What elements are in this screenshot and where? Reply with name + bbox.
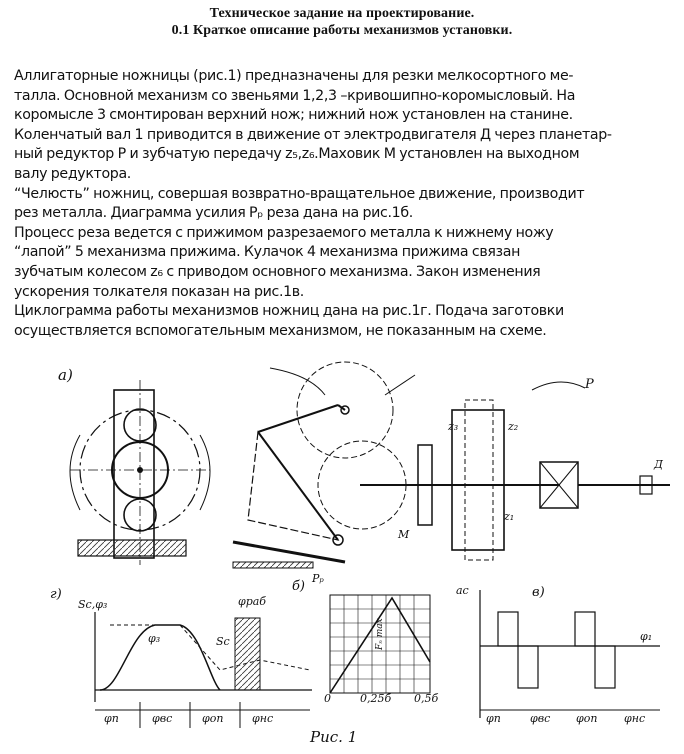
label-sc-axis: Sc,φ₃	[78, 598, 108, 611]
cyc-phase-2: φвс	[152, 712, 173, 725]
leader-line	[532, 382, 585, 390]
panel-b-force	[292, 572, 438, 705]
doc-title: Техническое задание на проектирование.	[209, 6, 475, 21]
section-subtitle: 0.1 Краткое описание работы механизмов установки.	[171, 23, 513, 38]
coupler-link	[258, 405, 338, 432]
direction-line	[385, 375, 415, 395]
label-ac: aс	[456, 584, 469, 597]
panel-g-label: г)	[50, 587, 62, 602]
text-line: осуществляется вспомогательным механизмом, не показанным на схеме.	[14, 322, 547, 339]
text-line: Циклограмма работы механизмов ножниц дана на рис.1г. Подача заготовки	[14, 303, 564, 320]
panel-b-label: б)	[292, 579, 306, 594]
label-z3: z₃	[448, 420, 459, 433]
tick-05: 0,5б	[414, 692, 439, 705]
acc-phase-1: φп	[486, 712, 501, 725]
label-phi3: φ₃	[148, 632, 161, 645]
cyc-phase-1: φп	[104, 712, 119, 725]
bed	[233, 562, 313, 568]
label-flywheel: М	[398, 528, 410, 541]
panel-a-label: а)	[58, 366, 73, 384]
label-sc: Sс	[216, 635, 230, 648]
figure-caption: Рис. 1	[310, 728, 358, 746]
swing-arc	[270, 368, 325, 395]
text-line: Процесс реза ведется с прижимом разрезаемого металла к нижнему ножу	[14, 224, 554, 241]
text-line: рез металла. Диаграмма усилия Pₚ реза дана на рис.1б.	[14, 205, 413, 222]
reducer-outline	[465, 400, 493, 560]
cyc-curve-sc	[110, 625, 310, 670]
text-line: зубчатым колесом z₆ с приводом основного механизма. Закон изменения	[14, 263, 541, 280]
text-line: валу редуктора.	[14, 165, 131, 182]
label-phi1: φ₁	[640, 630, 653, 643]
text-line: талла. Основной механизм со звеньями 1,2,3 –кривошипно-коромысловый. На	[14, 87, 576, 104]
label-motor: Д	[654, 458, 663, 471]
acc-phase-4: φнс	[624, 712, 646, 725]
text-line: Аллигаторные ножницы (рис.1) предназначены для резки мелкосортного ме-	[14, 68, 574, 84]
cyc-phase-3: φоп	[202, 712, 224, 725]
acc-pulse	[498, 612, 518, 646]
cyc-phase-4: φнс	[252, 712, 274, 725]
working-zone	[235, 618, 260, 690]
mechanism-figure	[20, 350, 675, 750]
acc-pulse	[575, 612, 595, 646]
paragraph-4	[14, 302, 674, 341]
label-reducer: P	[585, 377, 594, 392]
paragraph-3	[14, 224, 674, 302]
tick-zero: 0	[324, 692, 331, 705]
jaw-outline	[248, 432, 338, 540]
text-line: Коленчатый вал 1 приводится в движение от электродвигателя Д через планетар-	[14, 126, 612, 143]
text-line: ускорения толкателя показан на рис.1в.	[14, 283, 304, 300]
paragraph-2	[14, 185, 674, 224]
acc-pulse	[518, 646, 538, 688]
panel-a-mechanism	[58, 366, 210, 565]
acc-phase-3: φоп	[576, 712, 598, 725]
reducer-scheme	[360, 377, 670, 560]
lower-knife	[233, 542, 345, 562]
acc-phase-2: φвс	[530, 712, 551, 725]
label-z1: z₁	[504, 510, 515, 523]
text-line: ный редуктор Р и зубчатую передачу z₅,z₆.Маховик М установлен на выходном	[14, 146, 580, 163]
label-z2: z₂	[508, 420, 519, 433]
text-line: “лапой” 5 механизма прижима. Кулачок 4 механизма прижима связан	[14, 244, 521, 261]
angle-arc	[70, 435, 80, 510]
label-fmax: Fₙ max	[375, 618, 385, 650]
label-phi-rab: φраб	[238, 595, 267, 608]
tick-025: 0,25б	[360, 692, 392, 705]
panel-v-acceleration	[456, 584, 660, 725]
text-line: коромысле 3 смонтирован верхний нож; нижний нож установлен на станине.	[14, 107, 573, 124]
linkage-mechanism	[233, 362, 415, 568]
acc-pulse	[595, 646, 615, 688]
reducer-housing	[452, 410, 504, 550]
base-plate	[78, 540, 186, 556]
panel-v-label: в)	[532, 585, 545, 600]
frame-column	[114, 390, 154, 558]
paragraph-1	[14, 67, 674, 185]
panel-g-cyclogram	[50, 587, 312, 728]
angle-arc	[200, 435, 210, 510]
figure-drawing	[20, 350, 675, 750]
label-pp: Pₚ	[312, 572, 324, 585]
text-line: “Челюсть” ножниц, совершая возвратно-вращательное движение, производит	[14, 185, 585, 202]
